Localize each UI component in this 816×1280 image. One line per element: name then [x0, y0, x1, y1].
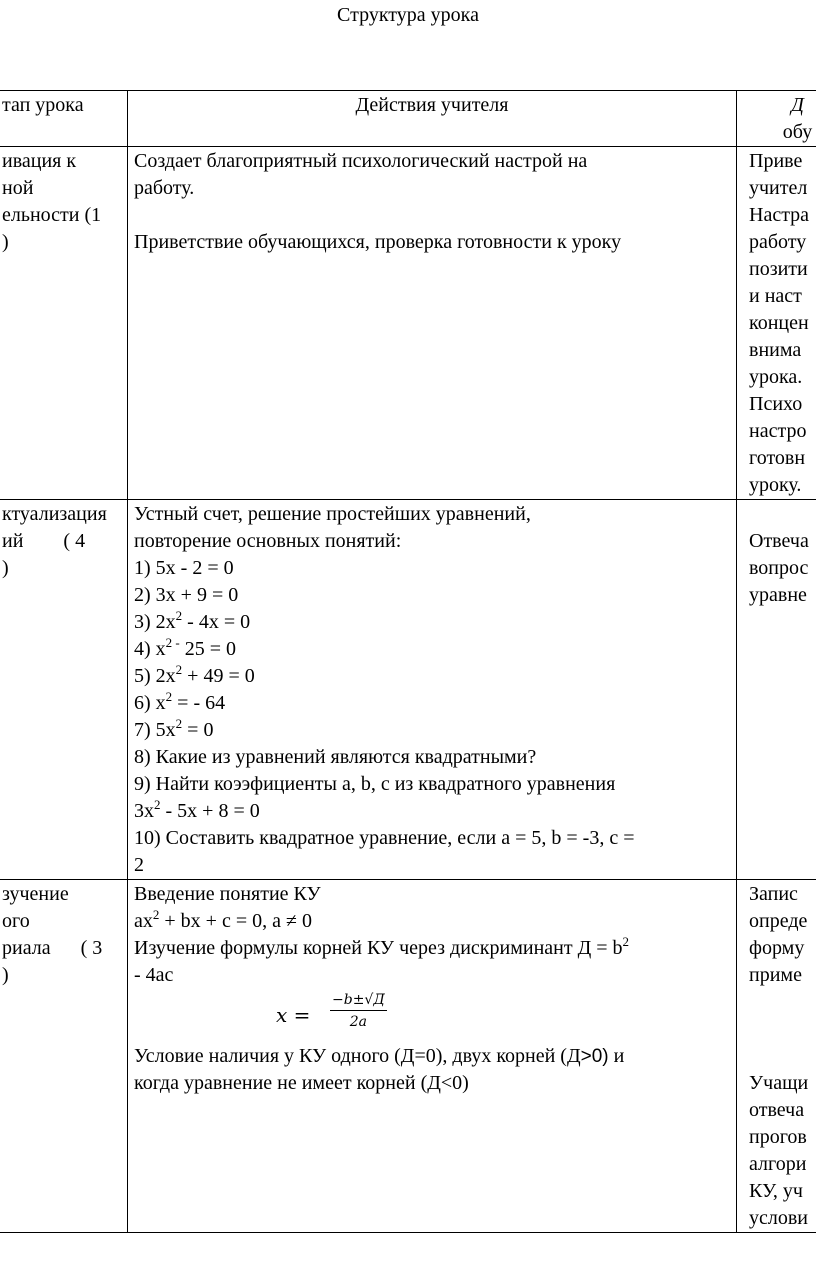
table-row	[0, 147, 816, 500]
equation-1: 1) 5x - 2 = 0	[134, 557, 234, 579]
students-line: КУ, уч	[749, 1180, 803, 1202]
teacher-line: Введение понятие КУ	[134, 883, 321, 905]
students-line: концен	[749, 312, 809, 334]
students-line: прогов	[749, 1126, 807, 1148]
header-stage-label: тап урока	[2, 94, 84, 116]
students-spacer	[749, 989, 816, 1016]
stage-line: ельности (1	[2, 204, 102, 226]
students-line: работу	[749, 231, 807, 253]
stage-line: риала ( 3	[2, 937, 103, 959]
formula-fraction	[330, 989, 387, 1031]
students-cell	[737, 500, 816, 880]
students-line: Отвеча	[749, 530, 809, 552]
students-line: услови	[749, 1207, 809, 1229]
teacher-line: Приветствие обучающихся, проверка готовности к уроку	[134, 231, 622, 253]
equation-7: 7) $5x^2 = 0$	[134, 716, 214, 741]
students-line: и наст	[749, 285, 802, 307]
students-line: внима	[749, 339, 802, 361]
equation-2: 2) 3x + 9 = 0	[134, 584, 239, 606]
table-row	[0, 880, 816, 1233]
stage-cell	[0, 147, 128, 500]
question-10-cont: 2	[134, 854, 144, 876]
students-line: Приве	[749, 150, 803, 172]
students-spacer	[749, 1016, 816, 1043]
question-9: 9) Найти коээфициенты a, b, c из квадратного уравнения	[134, 773, 616, 795]
stage-line: )	[2, 231, 9, 253]
students-line: вопрос	[749, 557, 809, 579]
students-line: готовн	[749, 447, 806, 469]
roots-formula	[134, 989, 730, 1043]
header-students	[737, 91, 816, 147]
stage-line: ной	[2, 177, 34, 199]
stage-line: ий ( 4	[2, 530, 86, 552]
quadratic-general-form: $ax^2$ + bx + c = 0, a ≠ 0	[134, 907, 312, 932]
students-spacer	[749, 1043, 816, 1070]
teacher-spacer	[134, 202, 730, 229]
header-students-line2: обу	[782, 121, 813, 143]
stage-line: )	[2, 964, 9, 986]
students-line: урока.	[749, 366, 803, 388]
teacher-line: Устный счет, решение простейших уравнений,	[134, 503, 531, 525]
students-line: отвеча	[749, 1099, 805, 1121]
teacher-cell	[128, 880, 737, 1233]
header-teacher-label: Действия учителя	[355, 94, 509, 116]
students-cell	[737, 880, 816, 1233]
teacher-line: работу.	[134, 177, 195, 199]
teacher-line: - 4ac	[134, 964, 174, 986]
stage-line: ого	[2, 910, 30, 932]
stage-line: ивация к	[2, 150, 77, 172]
stage-line: ктуализация	[2, 503, 107, 525]
condition-line: Условие наличия у КУ одного (Д=0), двух корней (Д>0) и	[134, 1045, 625, 1067]
stage-line: зучение	[2, 883, 69, 905]
students-line: позити	[749, 258, 808, 280]
teacher-line: повторение основных понятий:	[134, 530, 402, 552]
students-line: форму	[749, 937, 805, 959]
students-cell	[737, 147, 816, 500]
page-title: Структура урока	[337, 4, 479, 26]
stage-cell	[0, 500, 128, 880]
table-header-row	[0, 91, 816, 147]
teacher-cell	[128, 147, 737, 500]
equation-5: 5) $2x^2 + 49 = 0$	[134, 662, 255, 687]
equation-6: 6) $x^2$ = - 64	[134, 689, 226, 714]
lesson-structure-table	[0, 90, 816, 1233]
students-line: алгори	[749, 1153, 807, 1175]
header-teacher	[128, 91, 737, 147]
formula-numerator: −b±√Д	[330, 989, 387, 1011]
equation-4: 4) $x^{2 -}$ 25 = 0	[134, 635, 237, 660]
students-line: настро	[749, 420, 807, 442]
table-row	[0, 500, 816, 880]
formula-denominator: 2a	[349, 1014, 367, 1030]
students-line: учител	[749, 177, 808, 199]
header-stage	[0, 91, 128, 147]
formula-lhs: x =	[276, 1003, 311, 1027]
teacher-cell	[128, 500, 737, 880]
stage-line: )	[2, 557, 9, 579]
students-line: Настра	[749, 204, 810, 226]
students-spacer	[749, 501, 816, 528]
teacher-line: когда уравнение не имеет корней (Д<0)	[134, 1072, 469, 1094]
students-line: уравне	[749, 584, 807, 606]
stage-cell	[0, 880, 128, 1233]
students-line: приме	[749, 964, 802, 986]
header-students-line1: Д	[791, 94, 804, 116]
students-line: Учащи	[749, 1072, 809, 1094]
discriminant-line: Изучение формулы корней КУ через дискриминант $Д = b^2$	[134, 934, 630, 959]
equation-3: 3) $2x^2 - 4x = 0$	[134, 608, 251, 633]
question-9-equation: $3x^2 - 5x + 8 = 0$	[134, 797, 260, 822]
question-8: 8) Какие из уравнений являются квадратными?	[134, 746, 537, 768]
students-line: уроку.	[749, 474, 802, 496]
question-10: 10) Составить квадратное уравнение, если a = 5, b = -3, c =	[134, 827, 635, 849]
students-line: Психо	[749, 393, 803, 415]
teacher-line: Создает благоприятный психологический настрой на	[134, 150, 588, 172]
students-line: Запис	[749, 883, 798, 905]
students-line: опреде	[749, 910, 808, 932]
